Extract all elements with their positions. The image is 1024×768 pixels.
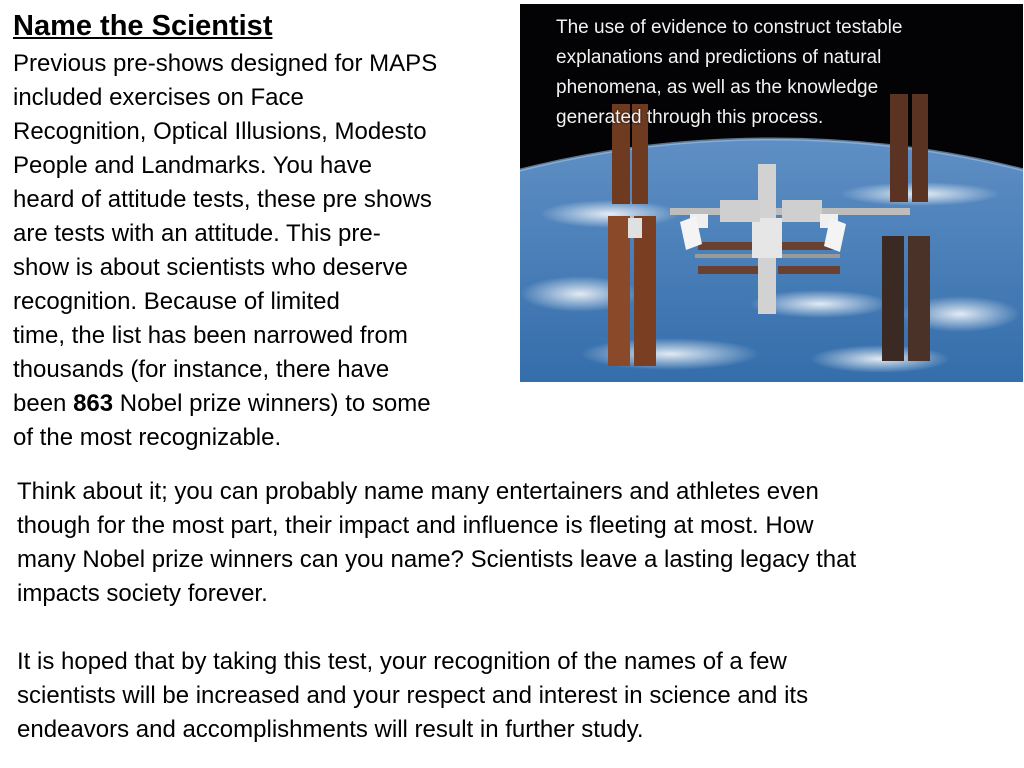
- intro-text-after: Nobel prize winners) to some: [113, 390, 431, 417]
- body-line: Think about it; you can probably name many entertainers and athletes even: [17, 478, 819, 505]
- body-line: It is hoped that by taking this test, your recognition of the names of a few: [17, 648, 787, 675]
- intro-line: recognition. Because of limited: [13, 288, 340, 315]
- body-line: though for the most part, their impact and influence is fleeting at most. How: [17, 512, 814, 539]
- caption-line: The use of evidence to construct testable: [556, 17, 903, 38]
- intro-line: are tests with an attitude. This pre-: [13, 220, 381, 247]
- definition-caption: [556, 13, 1006, 133]
- body-line: endeavors and accomplishments will result in further study.: [17, 716, 644, 743]
- body-line: scientists will be increased and your respect and interest in science and its: [17, 682, 809, 709]
- intro-line: show is about scientists who deserve: [13, 254, 408, 281]
- intro-text-before: been: [13, 390, 74, 417]
- body-line: impacts society forever.: [17, 580, 268, 607]
- space-station-photo: [520, 4, 1023, 382]
- body-paragraph-1: [17, 475, 856, 611]
- intro-line: heard of attitude tests, these pre shows: [13, 186, 432, 213]
- caption-line: phenomena, as well as the knowledge: [556, 77, 879, 98]
- intro-line: Recognition, Optical Illusions, Modesto: [13, 118, 427, 145]
- caption-line: explanations and predictions of natural: [556, 47, 882, 68]
- body-line: many Nobel prize winners can you name? Scientists leave a lasting legacy that: [17, 546, 857, 573]
- intro-paragraph: [13, 47, 518, 455]
- intro-line: People and Landmarks. You have: [13, 152, 372, 179]
- page-title: Name the Scientist: [13, 10, 273, 42]
- intro-line: of the most recognizable.: [13, 424, 282, 451]
- intro-line: Previous pre-shows designed for MAPS: [13, 50, 438, 77]
- intro-line-nobel: [13, 387, 518, 421]
- body-paragraph-2: [17, 645, 808, 747]
- caption-line: generated through this process.: [556, 107, 824, 128]
- intro-line: thousands (for instance, there have: [13, 356, 390, 383]
- intro-line: time, the list has been narrowed from: [13, 322, 408, 349]
- intro-line: included exercises on Face: [13, 84, 304, 111]
- nobel-count: 863: [73, 390, 114, 417]
